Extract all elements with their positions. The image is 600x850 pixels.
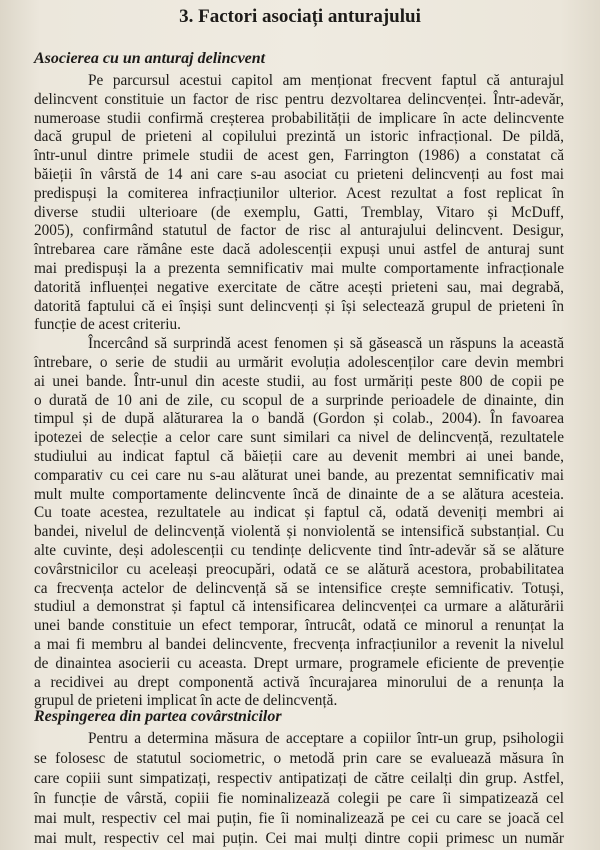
text-line: ipotezei de selecție a celor care sunt similari ca nivel de delincvență, rezultatele xyxy=(34,429,564,447)
text-line: dacă grupul de prieteni al copilului prezintă un istoric infracțional. De pildă, xyxy=(34,128,564,146)
text-line: studiului au indicat faptul că băieții care au devenit membri ai unei bande, xyxy=(34,448,564,465)
text-line: alte cuvinte, deși adolescenții cu tendințe delicvente tind într-adevăr să se alăture xyxy=(34,542,564,559)
text-line: Încercând să surprindă acest fenomen și să găsească un răspuns la această xyxy=(88,335,564,353)
text-line: bandei, nivelul de delincvență violentă și nonviolentă se intensifică substanțial. Cu xyxy=(34,523,564,541)
text-line: mai predispuși la a prezenta semnificativ mai multe comportamente infracționale xyxy=(34,260,564,277)
text-line: se folosesc de statutul sociometric, o metodă prin care se evaluează măsura în xyxy=(34,750,564,767)
text-line: unei bande constituie un efect temporar, întrucât, odată ce minorul a renunțat la xyxy=(34,617,564,635)
text-line: covârstnicilor cu aceleași preocupări, odată ce se alătură acestora, probabilitatea xyxy=(34,560,564,578)
text-line: comparativ cu cei care nu s-au alăturat unei bande, au prezentat semnificativ mai xyxy=(34,466,564,484)
text-line: într-unul dintre primele studii de acest gen, Farrington (1986) a constatat că xyxy=(34,147,564,165)
text-line: întrebarea care rămâne este dacă adolescenții expuși unui astfel de anturaj sunt xyxy=(34,241,564,259)
text-line: numeroase studii confirmă creșterea probabilității de implicare în acte delincvente xyxy=(34,109,564,127)
text-line: 2005), confirmând statutul de factor de risc al anturajului delincvent. Desigur, xyxy=(34,222,564,240)
text-line: băieții în vârstă de 14 ani care s-au asociat cu prieteni delincvenți au fost mai xyxy=(34,166,564,183)
text-line: a mai fi membru al bandei delincvente, frecvența infracțiunilor a revenit la nivelul xyxy=(34,636,564,653)
text-line: funcție de acest criteriu. xyxy=(34,316,181,334)
section-heading-2: Respingerea din partea covârstnicilor xyxy=(34,708,282,725)
text-line: în funcție de vârstă, copiii fie nominalizează colegii pe care îi simpatizează cel xyxy=(34,790,564,807)
text-line: care copiii sunt simpatizați, respectiv antipatizați de către ceilalți din grup. Astfel, xyxy=(34,770,564,787)
text-line: mai mult, respectiv cel mai puțin, fie îi nominalizează pe cei cu care se joacă cel xyxy=(34,810,564,827)
text-line: întrebare, o serie de studii au urmărit evoluția adolescenților care devin membri xyxy=(34,354,564,371)
section-heading-1: Asocierea cu un anturaj delincvent xyxy=(34,50,266,67)
text-line: Cu toate acestea, rezultatele au indicat și faptul că, odată deveniți membri ai xyxy=(34,504,564,522)
text-line: diverse studii ulterioare (de exemplu, Gatti, Tremblay, Vitaro și McDuff, xyxy=(34,203,564,221)
text-line: Pentru a determina măsura de acceptare a copiilor într-un grup, psihologii xyxy=(88,730,564,747)
text-line: ca frecvența actelor de delincvență să se intensifice crește semnificativ. Totuși, xyxy=(34,579,564,597)
text-line: predispuși la comiterea infracțiunilor ulterior. Acest rezultat a fost replicat în xyxy=(34,184,564,202)
text-line: Pe parcursul acestui capitol am menționat frecvent faptul că anturajul xyxy=(88,72,564,89)
text-line: mult multe comportamente delincvente încă de dinainte de a se alătura acesteia. xyxy=(34,485,564,503)
text-line: a recidivei au drept componentă activă încurajarea minorului de a renunța la xyxy=(34,673,564,691)
chapter-title: 3. Factori asociați anturajului xyxy=(179,6,421,27)
text-line: o durată de 10 ani de zile, cu scopul de a surprinde perioadele de dinainte, din xyxy=(34,391,564,409)
text-line: studiul a demonstrat și faptul că intensificarea delincvenței ca urmare a alăturării xyxy=(34,598,564,616)
text-line: datorită influenței negative exercitate de către acești prieteni sau, mai degrabă, xyxy=(34,278,564,296)
text-line: delincvent constituie un factor de risc pentru dezvoltarea delincvenței. Într-adevăr, xyxy=(34,90,564,108)
text-line: timpul și de după alăturarea la o bandă (Gordon și colab., 2004). În favoarea xyxy=(34,410,564,428)
text-line: grupul de prieteni implicat în acte de delincvență. xyxy=(34,692,338,710)
text-line: de dinaintea asocierii cu aceasta. Drept urmare, programele eficiente de prevenție xyxy=(34,654,564,672)
text-line: datorită faptului că ei înșiși sunt delincvenți și își selectează grupul de prieteni în xyxy=(34,297,564,315)
text-line: ai unei bande. Într-unul din aceste studii, au fost urmăriți peste 800 de copii pe xyxy=(34,372,564,390)
text-line: mai mult, respectiv cel mai puțin. Cei mai mulți dintre copii primesc un număr xyxy=(34,830,564,847)
